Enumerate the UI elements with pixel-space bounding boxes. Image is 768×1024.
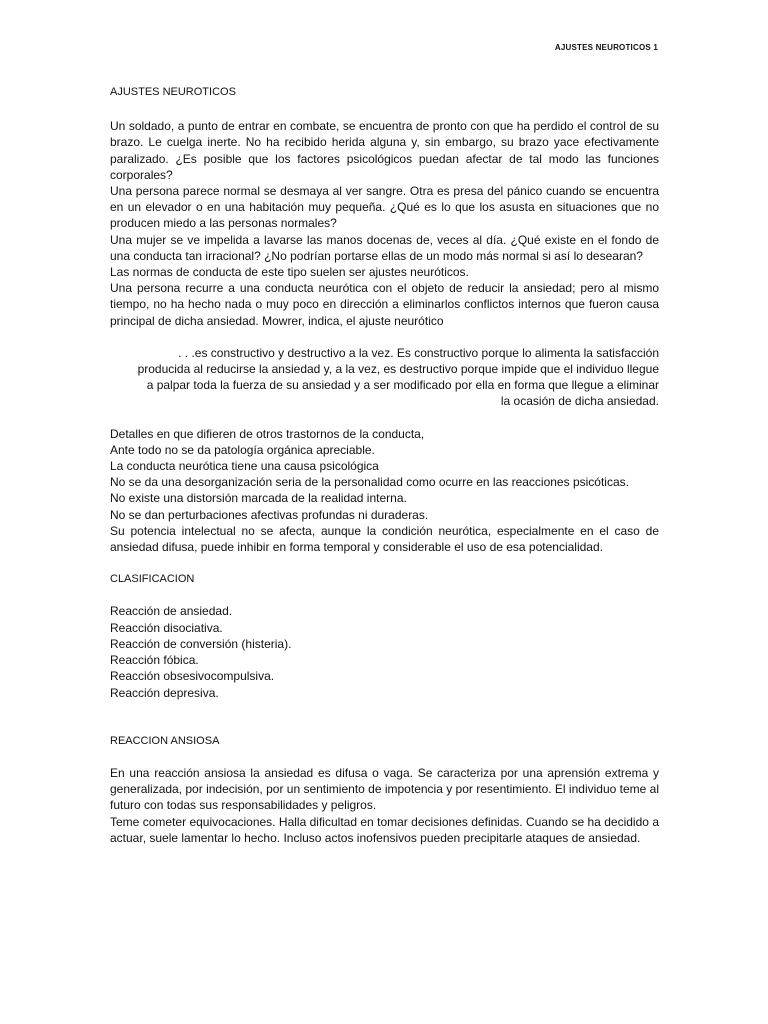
- list-item: Reacción de conversión (histeria).: [110, 636, 292, 651]
- running-header: AJUSTES NEUROTICOS 1: [554, 43, 658, 52]
- list-item: Reacción depresiva.: [110, 685, 219, 700]
- details-list: [110, 426, 659, 475]
- list-item: Ante todo no se da patología orgánica apreciable.: [110, 442, 375, 457]
- document-body: [110, 84, 659, 846]
- list-item: Reacción de ansiedad.: [110, 604, 233, 619]
- classification-list: [110, 603, 659, 700]
- list-item: Reacción obsesivocompulsiva.: [110, 669, 275, 684]
- list-item: No se dan perturbaciones afectivas profundas ni duraderas.: [110, 507, 429, 522]
- list-item: Detalles en que difieren de otros trastornos de la conducta,: [110, 426, 425, 441]
- list-item: No se da una desorganización seria de la personalidad como ocurre en las reacciones psicóticas.: [110, 475, 629, 490]
- paragraph: Teme cometer equivocaciones. Halla dificultad en tomar decisiones definidas. Cuando se ha decidido a actuar, suele lamentar lo hecho. Incluso actos inofensivos pueden precipitarle ataques de ansiedad.: [110, 814, 659, 845]
- block-quote: . . .es constructivo y destructivo a la vez. Es constructivo porque lo alimenta la satisfacción producida al reducirse la ansiedad y, a la vez, es destructivo porque impide que el individuo llegue a palpar toda la fuerza de su ansiedad y a ser modificado por ella en forma que llegue a eliminar la ocasión de dicha ansiedad.: [137, 345, 659, 409]
- list-item: Reacción disociativa.: [110, 620, 223, 635]
- paragraph: Una persona recurre a una conducta neurótica con el objeto de reducir la ansiedad; pero al mismo tiempo, no ha hecho nada o muy poco en dirección a eliminarlos conflictos internos que fueron causa principal de dicha ansiedad. Mowrer, indica, el ajuste neurótico: [110, 281, 659, 328]
- list-item: No existe una distorsión marcada de la realidad interna.: [110, 491, 407, 506]
- section-heading-reaccion-ansiosa: REACCION ANSIOSA: [110, 734, 220, 747]
- paragraph: Un soldado, a punto de entrar en combate, se encuentra de pronto con que ha perdido el control de su brazo. Le cuelga inerte. No ha recibido herida alguna y, sin embargo, su brazo yace efectivamente paralizado. ¿Es posible que los factores psicológicos puedan afectar de tal modo las funciones corporales?: [110, 119, 659, 182]
- list-item: Su potencia intelectual no se afecta, aunque la condición neurótica, especialmente en el caso de ansiedad difusa, puede inhibir en forma temporal y considerable el uso de esa potencialidad.: [110, 523, 659, 555]
- paragraph: Las normas de conducta de este tipo suelen ser ajustes neuróticos.: [110, 265, 469, 280]
- list-item: Reacción fóbica.: [110, 653, 199, 668]
- section-heading-clasificacion: CLASIFICACION: [110, 573, 195, 586]
- paragraph: Una mujer se ve impelida a lavarse las manos docenas de, veces al día. ¿Qué existe en el fondo de una conducta tan irracional? ¿No podrían portarse ellas de un modo más normal si así lo desearan?: [110, 232, 659, 263]
- paragraph: En una reacción ansiosa la ansiedad es difusa o vaga. Se caracteriza por una aprensión extrema y generalizada, por indecisión, por un sentimiento de impotencia y por resentimiento. El individuo teme al futuro con todas sus responsabilidades y peligros.: [110, 765, 659, 813]
- section-heading-ajustes: AJUSTES NEUROTICOS: [110, 86, 236, 98]
- list-item: La conducta neurótica tiene una causa psicológica: [110, 459, 379, 474]
- paragraph: Una persona parece normal se desmaya al ver sangre. Otra es presa del pánico cuando se encuentra en un elevador o en una habitación muy pequeña. ¿Qué es lo que los asusta en situaciones que no producen miedo a las personas normales?: [110, 184, 659, 231]
